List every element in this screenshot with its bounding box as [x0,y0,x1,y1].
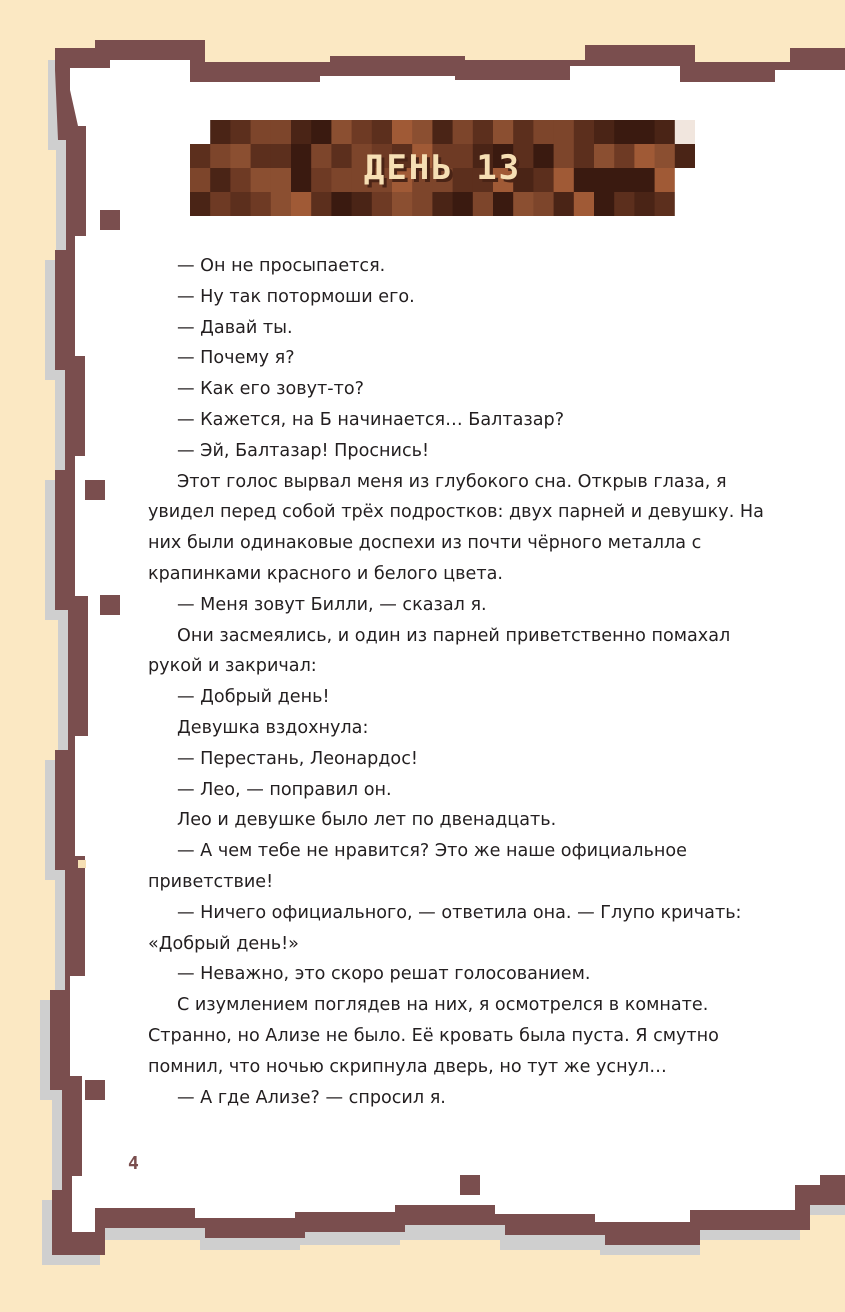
paragraph: — Перестань, Леонардос! [177,748,418,769]
paragraph: — Кажется, на Б начинается… Балтазар? [177,409,565,430]
paragraph: — Добрый день! [177,687,330,708]
paragraph: — Давай ты. [177,317,293,338]
paragraph: — А чем тебе не нравится? Это же наше официальное приветствие! [148,841,687,892]
paragraph: — А где Ализе? — спросил я. [177,1087,446,1108]
paragraph: — Он не просыпается. [177,256,386,276]
paragraph: — Как его зовут-то? [177,379,364,400]
paragraph: Лео и девушке было лет по двенадцать. [177,810,557,831]
paragraph: — Лео, — поправил он. [177,779,392,800]
paragraph: — Эй, Балтазар! Проснись! [177,440,430,461]
paragraph: — Меня зовут Билли, — сказал я. [177,594,487,615]
paragraph: С изумлением поглядев на них, я осмотрелся в комнате. Странно, но Ализе не было. Её кровать была пуста. Я смутно помнил, что ночью скрипнула дверь, но тут же уснул… [148,995,719,1077]
chapter-title: ДЕНЬ 13 [363,148,522,188]
story-text [148,251,768,1113]
paragraph: — Неважно, это скоро решат голосованием. [177,964,591,985]
paragraph: Девушка вздохнула: [177,717,369,738]
page-number: 4 [128,1153,139,1174]
paragraph: Они засмеялись, и один из парней приветственно помахал рукой и закричал: [148,625,731,677]
paragraph: — Почему я? [177,348,295,369]
paragraph: Этот голос вырвал меня из глубокого сна. Открыв глаза, я увидел перед собой трёх подростков: двух парней и девушку. На них были одинаковые доспехи из почти чёрного металла с крапинками красного и белого цвета. [148,471,764,584]
paragraph: — Ничего официального, — ответила она. — Глупо кричать: «Добрый день!» [148,902,742,954]
paragraph: — Ну так потормоши его. [177,286,415,307]
